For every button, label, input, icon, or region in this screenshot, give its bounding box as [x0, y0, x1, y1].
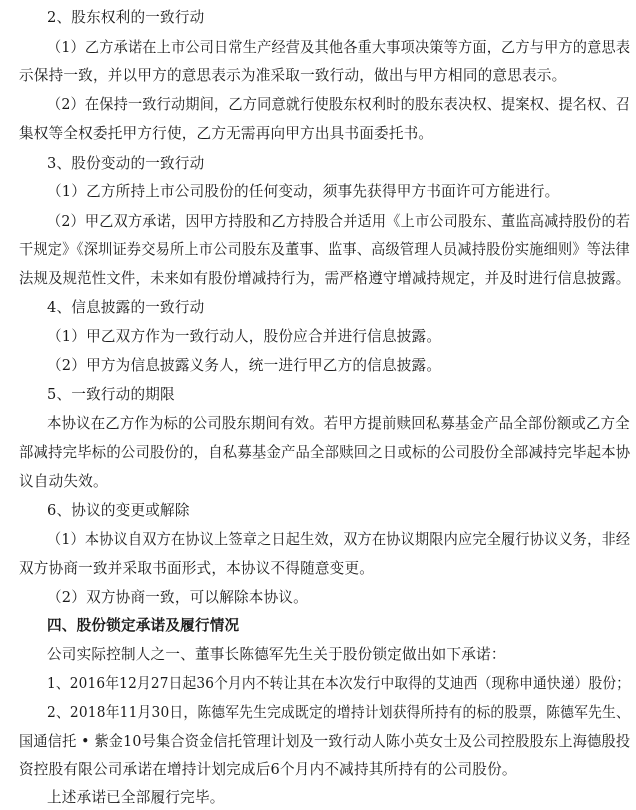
section-3-paragraph-2-line-1: （2）甲乙双方承诺，因甲方持股和乙方持股合并适用《上市公司股东、董监高减持股份的若: [47, 213, 631, 230]
section-4-heading: 4、信息披露的一致行动: [47, 299, 205, 316]
section-2-heading: 2、股东权利的一致行动: [47, 9, 205, 26]
section-5-paragraph-line-2: 部减持完毕标的公司股份的，自私募基金产品全部赎回之日或标的公司股份全部减持完毕起本协: [19, 444, 631, 461]
section-2-paragraph-1-line-2: 示保持一致，并以甲方的意思表示为准采取一致行动，做出与甲方相同的意思表示。: [19, 67, 567, 84]
part-4-item-2-line-2: 国通信托 • 紫金10号集合资金信托管理计划及一致行动人陈小英女士及公司控股股东上海德殷投: [19, 733, 631, 750]
section-6-paragraph-2: （2）双方协商一致，可以解除本协议。: [47, 589, 308, 606]
section-5-paragraph-line-3: 议自动失效。: [19, 473, 108, 490]
section-3-paragraph-2-line-2: 干规定》《深圳证券交易所上市公司股东及董事、监事、高级管理人员减持股份实施细则》等法律: [19, 241, 630, 258]
section-2-paragraph-1-line-1: （1）乙方承诺在上市公司日常生产经营及其他各重大事项决策等方面，乙方与甲方的意思表: [47, 39, 631, 56]
part-4-intro: 公司实际控制人之一、董事长陈德军先生关于股份锁定做出如下承诺：: [47, 646, 506, 663]
section-2-paragraph-2-line-2: 集权等全权委托甲方行使，乙方无需再向甲方出具书面委托书。: [19, 125, 434, 142]
section-6-paragraph-1-line-1: （1）本协议自双方在协议上签章之日起生效，双方在协议期限内应完全履行协议义务，非经: [47, 531, 631, 548]
section-4-paragraph-1: （1）甲乙双方作为一致行动人，股份应合并进行信息披露。: [47, 328, 442, 345]
section-5-paragraph-line-1: 本协议在乙方作为标的公司股东期间有效。若甲方提前赎回私募基金产品全部份额或乙方全: [47, 415, 630, 432]
part-4-heading: 四、股份锁定承诺及履行情况: [47, 617, 240, 634]
section-2-paragraph-2-line-1: （2）在保持一致行动期间，乙方同意就行使股东权利时的股东表决权、提案权、提名权、召: [47, 96, 631, 113]
section-4-paragraph-2: （2）甲方为信息披露义务人，统一进行甲乙方的信息披露。: [47, 357, 442, 374]
part-4-item-2-line-1: 2、2018年11月30日，陈德军先生完成既定的增持计划获得所持有的标的股票，陈德军先生、: [47, 704, 630, 721]
part-4-item-2-line-3: 资控股有限公司承诺在增持计划完成后6个月内不减持其所持有的公司股份。: [19, 761, 517, 778]
section-5-heading: 5、一致行动的期限: [47, 386, 175, 403]
section-6-paragraph-1-line-2: 双方协商一致并采取书面形式，本协议不得随意变更。: [19, 560, 375, 577]
section-6-heading: 6、协议的变更或解除: [47, 502, 190, 519]
section-3-paragraph-1: （1）乙方所持上市公司股份的任何变动，须事先获得甲方书面许可方能进行。: [47, 183, 560, 200]
section-3-paragraph-2-line-3: 法规及规范性文件，未来如有股份增减持行为，需严格遵守增减持规定，并及时进行信息披露。: [19, 270, 631, 287]
section-3-heading: 3、股份变动的一致行动: [47, 155, 205, 172]
part-4-conclusion: 上述承诺已全部履行完毕。: [47, 789, 225, 806]
part-4-item-1: 1、2016年12月27日起36个月内不转让其在本次发行中取得的艾迪西（现称申通快递）股份；: [47, 675, 631, 692]
